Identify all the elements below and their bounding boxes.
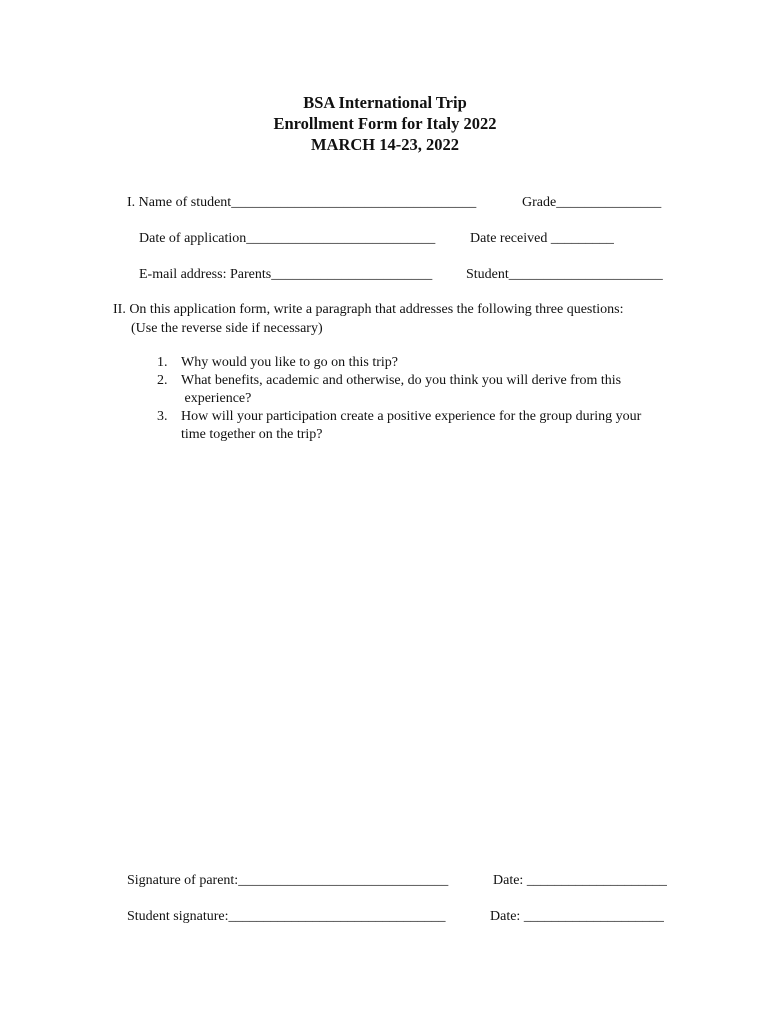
parent-signature-label: Signature of parent: bbox=[127, 873, 239, 888]
question-text-2-cont: experience? bbox=[181, 391, 252, 406]
question-number-2: 2. bbox=[157, 373, 168, 388]
question-item-2 bbox=[155, 372, 695, 408]
student-date-label: Date: bbox=[490, 909, 521, 924]
parent-date-field[interactable]: ____________________ bbox=[526, 873, 667, 888]
student-signature-row bbox=[113, 890, 446, 944]
question-text-3-cont: time together on the trip? bbox=[181, 427, 323, 442]
question-item-1 bbox=[155, 354, 695, 372]
date-received-field[interactable]: _________ bbox=[550, 231, 614, 246]
email-student-field[interactable]: ______________________ bbox=[508, 267, 663, 282]
student-signature-label: Student signature: bbox=[127, 909, 229, 924]
email-student-row bbox=[452, 248, 663, 302]
email-parents-field[interactable]: _______________________ bbox=[271, 267, 433, 282]
date-application-field[interactable]: ___________________________ bbox=[246, 231, 436, 246]
student-date-field[interactable]: ____________________ bbox=[523, 909, 664, 924]
section2-note: (Use the reverse side if necessary) bbox=[131, 321, 323, 336]
student-name-label: I. Name of student bbox=[127, 195, 232, 210]
email-student-label: Student bbox=[466, 267, 509, 282]
student-signature-field[interactable]: _______________________________ bbox=[228, 909, 446, 924]
student-name-field[interactable]: ___________________________________ bbox=[231, 195, 477, 210]
question-text-1: Why would you like to go on this trip? bbox=[181, 355, 398, 370]
title-line-1: BSA International Trip bbox=[303, 93, 467, 112]
date-received-label: Date received bbox=[470, 231, 548, 246]
email-parents-label: E-mail address: Parents bbox=[139, 267, 272, 282]
email-parents-row bbox=[125, 248, 432, 302]
title-line-3: MARCH 14-23, 2022 bbox=[310, 135, 460, 154]
grade-field[interactable]: _______________ bbox=[556, 195, 662, 210]
student-date-row bbox=[476, 890, 664, 944]
date-application-label: Date of application bbox=[139, 231, 247, 246]
grade-label: Grade bbox=[522, 195, 557, 210]
form-title bbox=[0, 92, 770, 155]
question-number-3: 3. bbox=[157, 409, 168, 424]
questions-list bbox=[155, 354, 695, 444]
section2-intro: II. On this application form, write a paragraph that addresses the following three questions: bbox=[113, 302, 624, 317]
question-number-1: 1. bbox=[157, 355, 168, 370]
parent-signature-field[interactable]: ______________________________ bbox=[238, 873, 449, 888]
parent-date-label: Date: bbox=[493, 873, 524, 888]
question-text-3: How will your participation create a positive experience for the group during your bbox=[181, 409, 642, 424]
title-line-2: Enrollment Form for Italy 2022 bbox=[273, 114, 497, 133]
question-item-3 bbox=[155, 408, 695, 444]
question-text-2: What benefits, academic and otherwise, do you think you will derive from this bbox=[181, 373, 622, 388]
